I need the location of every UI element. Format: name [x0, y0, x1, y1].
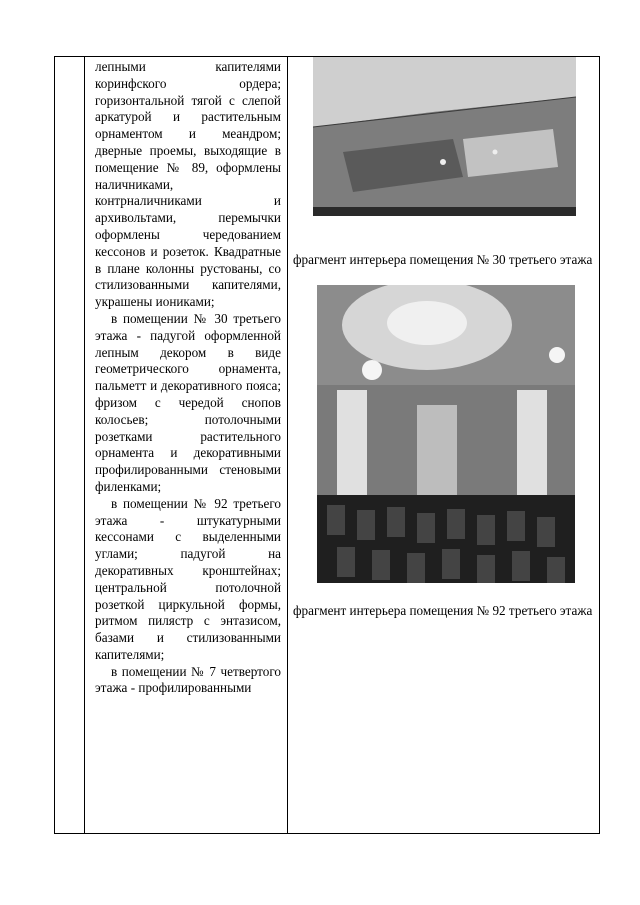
photo-caption-room-92: фрагмент интерьера помещения № 92 третьего этажа [293, 603, 593, 618]
column-divider [84, 57, 85, 833]
photo-caption-room-30: фрагмент интерьера помещения № 30 третьего этажа [293, 252, 593, 267]
paragraph-3: в помещении № 92 третьего этажа - штукатурными кессонами с выделенными углами; падугой на декоративных кронштейнах; центральной потолочной розеткой циркульной формы, ритмом пилястр с энтазисом, базами и стилизованными капителями; [95, 495, 281, 662]
paragraph-4: в помещении № 7 четвертого этажа - профилированными [95, 663, 281, 696]
description-text-column [95, 59, 281, 697]
paragraph-2: в помещении № 30 третьего этажа - падугой оформленной лепным декором в виде геометрического орнамента, пальметт и декоративного пояса; фризом с чередой снопов колосьев; потолочными розетками растительного орнамента и декоративными профилированными стеновыми филенками; [95, 310, 281, 494]
paragraph-1: лепными капителями коринфского ордера; горизонтальной тягой с слепой аркатурой и растительным орнаментом и меандром; дверные проемы, выходящие в помещение № 89, оформлены наличниками, контрналичниками и архивольтами, перемычки оформлены чередованием кессонов и розеток. Квадратные в плане колонны рустованы, со стилизованными капителями, украшены иониками; [95, 59, 281, 310]
interior-photo-room-92 [317, 285, 575, 583]
column-divider [287, 57, 288, 833]
interior-photo-room-30 [313, 57, 576, 216]
document-table [54, 56, 600, 834]
